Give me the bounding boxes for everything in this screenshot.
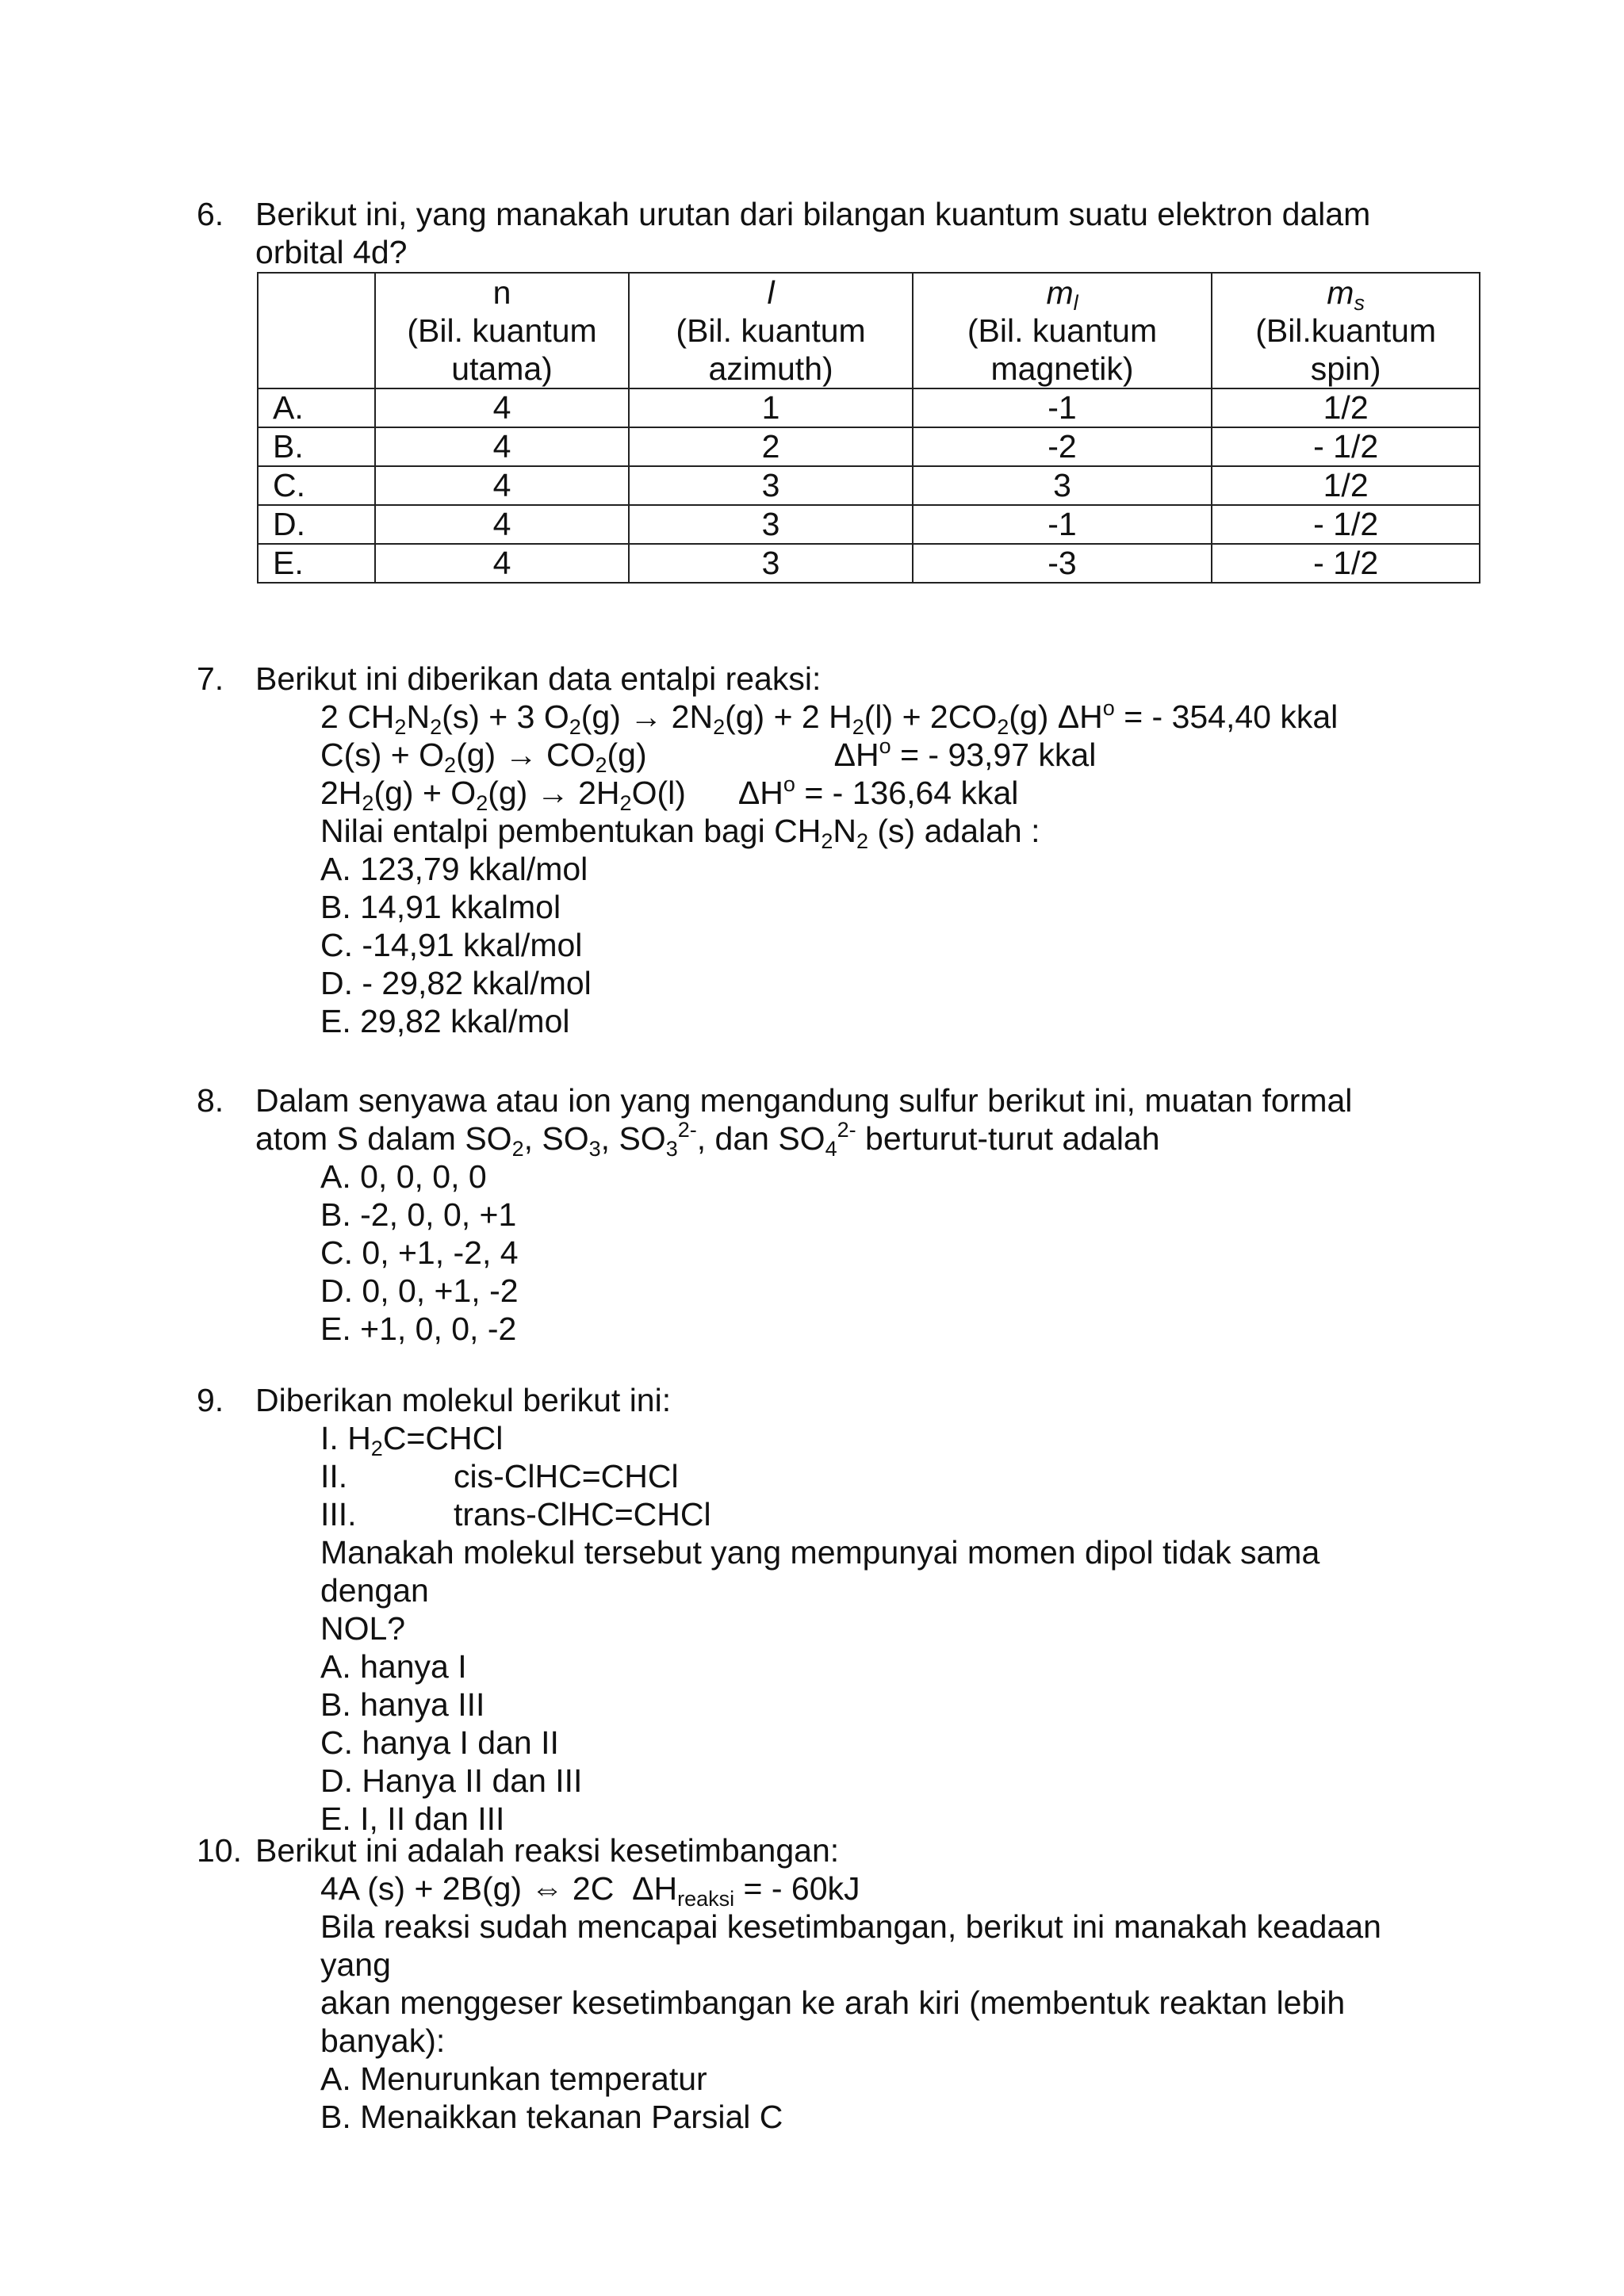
option-cell: C. bbox=[258, 466, 375, 505]
ml-cell: -2 bbox=[913, 427, 1212, 466]
reaction-equation-2: $C(s) + O_2(g) \to CO_2(g) \Delta H^o$ = - 93,97 kkal bbox=[320, 734, 1097, 777]
question-text: NOL? bbox=[320, 1610, 406, 1647]
reaction-equation-3: $2H_2(g) + O_2(g) \to 2H_2O(l) \Delta H^o$ = - 136,64 kkal bbox=[320, 772, 1019, 815]
equilibrium-arrow-icon: ⇔ bbox=[530, 1870, 564, 1907]
option-a: A. 0, 0, 0, 0 bbox=[320, 1158, 487, 1195]
option-e: E. +1, 0, 0, -2 bbox=[320, 1311, 517, 1347]
question-text: atom S dalam $SO_2$, $SO_3$, $SO_3^{2-}$, dan $SO_4^{2-}$ berturut-turut adalah bbox=[255, 1118, 1160, 1161]
ml-cell: -1 bbox=[913, 505, 1212, 544]
question-text: akan menggeser kesetimbangan ke arah kiri (membentuk reaktan lebih bbox=[320, 1984, 1346, 2021]
option-b: B. Menaikkan tekanan Parsial C bbox=[320, 2099, 783, 2135]
option-a: A. 123,79 kkal/mol bbox=[320, 851, 588, 887]
question-text: banyak): bbox=[320, 2022, 446, 2059]
n-cell: 4 bbox=[375, 544, 630, 583]
option-d: D. Hanya II dan III bbox=[320, 1762, 583, 1799]
table-header-ml: $m_l$ (Bil. kuantum magnetik) bbox=[913, 273, 1212, 388]
option-d: D. 0, 0, +1, -2 bbox=[320, 1272, 519, 1309]
table-header-ms: $m_s$ (Bil.kuantum spin) bbox=[1212, 273, 1480, 388]
option-e: E. I, II dan III bbox=[320, 1800, 505, 1837]
question-number: 6. bbox=[197, 196, 224, 232]
question-intro: Diberikan molekul berikut ini: bbox=[255, 1382, 672, 1418]
question-7 bbox=[197, 660, 1434, 1040]
ml-cell: -1 bbox=[913, 388, 1212, 427]
l-cell: 1 bbox=[629, 388, 912, 427]
n-cell: 4 bbox=[375, 466, 630, 505]
option-d: D. - 29,82 kkal/mol bbox=[320, 965, 592, 1001]
ms-cell: - 1/2 bbox=[1212, 505, 1480, 544]
question-number: 10. bbox=[197, 1832, 242, 1869]
equilibrium-reaction: 4A (s) + 2B(g) ⇔ 2C $\Delta H_{reaksi}$ = - 60kJ bbox=[320, 1870, 860, 1911]
molecule-3: III. trans-ClHC=CHCl bbox=[320, 1496, 711, 1533]
question-number: 9. bbox=[197, 1382, 224, 1418]
quantum-number-table bbox=[257, 272, 1480, 584]
question-number: 7. bbox=[197, 660, 224, 697]
option-c: C. 0, +1, -2, 4 bbox=[320, 1234, 519, 1271]
ml-cell: -3 bbox=[913, 544, 1212, 583]
ms-cell: 1/2 bbox=[1212, 388, 1480, 427]
option-a: A. hanya I bbox=[320, 1648, 467, 1685]
table-row bbox=[258, 388, 1480, 427]
question-6 bbox=[197, 195, 1434, 271]
table-row bbox=[258, 427, 1480, 466]
ms-cell: - 1/2 bbox=[1212, 544, 1480, 583]
question-number: 8. bbox=[197, 1082, 224, 1119]
table-header-cell bbox=[258, 273, 375, 388]
table-row bbox=[258, 466, 1480, 505]
option-a: A. Menurunkan temperatur bbox=[320, 2061, 707, 2097]
table-header-row bbox=[258, 273, 1480, 388]
reaction-equation-1: 2 $CH_2N_2(s) + 3$ $O_2(g) \to 2N_2(g) + 2$ $H_2(l) + 2CO_2(g) \Delta H^o$ = - 354,40 kkal bbox=[320, 696, 1339, 739]
n-cell: 4 bbox=[375, 427, 630, 466]
option-b: B. -2, 0, 0, +1 bbox=[320, 1196, 517, 1233]
n-cell: 4 bbox=[375, 388, 630, 427]
option-cell: B. bbox=[258, 427, 375, 466]
question-text: Bila reaksi sudah mencapai kesetimbangan, berikut ini manakah keadaan yang bbox=[320, 1908, 1381, 1983]
table-header-n: n (Bil. kuantum utama) bbox=[375, 273, 630, 388]
question-text: Berikut ini, yang manakah urutan dari bilangan kuantum suatu elektron dalam bbox=[255, 196, 1371, 232]
question-text: Nilai entalpi pembentukan bagi $CH_2N_2$ (s) adalah : bbox=[320, 813, 1040, 853]
ms-cell: - 1/2 bbox=[1212, 427, 1480, 466]
table-header-l: l (Bil. kuantum azimuth) bbox=[629, 273, 912, 388]
option-b: B. 14,91 kkalmol bbox=[320, 889, 561, 925]
molecule-1: I. $H_2C=CHCl$ bbox=[320, 1420, 504, 1460]
n-cell: 4 bbox=[375, 505, 630, 544]
option-c: C. -14,91 kkal/mol bbox=[320, 927, 583, 963]
l-cell: 2 bbox=[629, 427, 912, 466]
option-e: E. 29,82 kkal/mol bbox=[320, 1003, 570, 1039]
option-c: C. hanya I dan II bbox=[320, 1724, 559, 1761]
option-cell: A. bbox=[258, 388, 375, 427]
l-cell: 3 bbox=[629, 505, 912, 544]
option-b: B. hanya III bbox=[320, 1686, 485, 1723]
question-8 bbox=[197, 1081, 1434, 1348]
molecule-2: II. cis-ClHC=CHCl bbox=[320, 1458, 679, 1494]
question-intro: Berikut ini diberikan data entalpi reaksi: bbox=[255, 660, 822, 697]
ms-cell: 1/2 bbox=[1212, 466, 1480, 505]
option-cell: E. bbox=[258, 544, 375, 583]
table-row bbox=[258, 544, 1480, 583]
question-9 bbox=[197, 1381, 1434, 1838]
l-cell: 3 bbox=[629, 544, 912, 583]
ml-cell: 3 bbox=[913, 466, 1212, 505]
question-text: Dalam senyawa atau ion yang mengandung sulfur berikut ini, muatan formal bbox=[255, 1082, 1353, 1119]
question-text: Manakah molekul tersebut yang mempunyai momen dipol tidak sama dengan bbox=[320, 1534, 1320, 1609]
table-row bbox=[258, 505, 1480, 544]
l-cell: 3 bbox=[629, 466, 912, 505]
question-10 bbox=[197, 1831, 1434, 2136]
option-cell: D. bbox=[258, 505, 375, 544]
question-intro: Berikut ini adalah reaksi kesetimbangan: bbox=[255, 1832, 840, 1869]
question-text: orbital 4d? bbox=[255, 234, 408, 270]
